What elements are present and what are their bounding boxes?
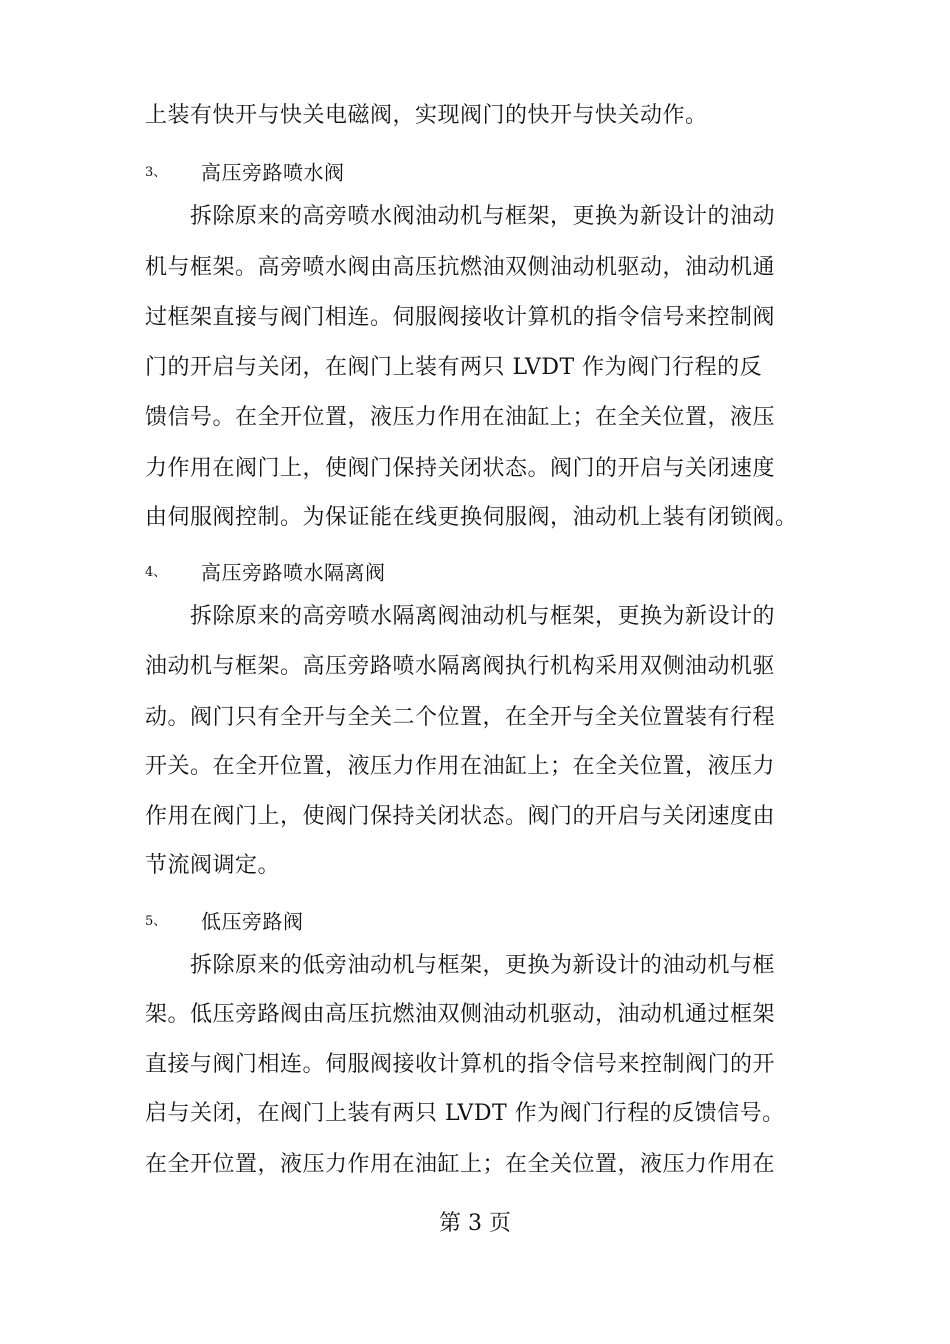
paragraph-line: 油动机与框架。高压旁路喷水隔离阀执行机构采用双侧油动机驱 bbox=[145, 654, 776, 679]
paragraph-line: 作用在阀门上，使阀门保持关闭状态。阀门的开启与关闭速度由 bbox=[145, 804, 776, 829]
paragraph-line: 在全开位置，液压力作用在油缸上；在全关位置，液压力作用在 bbox=[145, 1152, 776, 1177]
paragraph-line: 拆除原来的低旁油动机与框架，更换为新设计的油动机与框 bbox=[190, 953, 776, 978]
paragraph-line: 节流阀调定。 bbox=[145, 853, 281, 878]
paragraph-line: 过框架直接与阀门相连。伺服阀接收计算机的指令信号来控制阀 bbox=[145, 305, 776, 330]
paragraph-line: 上装有快开与快关电磁阀，实现阀门的快开与快关动作。 bbox=[145, 103, 708, 128]
section-heading bbox=[145, 157, 345, 187]
section-title: 低压旁路阀 bbox=[201, 909, 304, 934]
paragraph-line: 拆除原来的高旁喷水隔离阀油动机与框架，更换为新设计的 bbox=[190, 604, 776, 629]
paragraph-line: 馈信号。在全开位置，液压力作用在油缸上；在全关位置，液压 bbox=[145, 405, 776, 430]
paragraph-line: 动。阀门只有全开与全关二个位置，在全开与全关位置装有行程 bbox=[145, 705, 776, 730]
paragraph-line: 力作用在阀门上，使阀门保持关闭状态。阀门的开启与关闭速度 bbox=[145, 456, 776, 481]
section-heading bbox=[145, 906, 304, 936]
paragraph-line: 拆除原来的高旁喷水阀油动机与框架，更换为新设计的油动 bbox=[190, 204, 776, 229]
page-number: 第 3 页 bbox=[439, 1211, 511, 1236]
section-title: 高压旁路喷水阀 bbox=[201, 160, 345, 185]
section-title: 高压旁路喷水隔离阀 bbox=[201, 560, 386, 585]
paragraph-line: 架。低压旁路阀由高压抗燃油双侧油动机驱动，油动机通过框架 bbox=[145, 1002, 776, 1027]
section-heading bbox=[145, 557, 386, 587]
paragraph-line: 机与框架。高旁喷水阀由高压抗燃油双侧油动机驱动，油动机通 bbox=[145, 255, 776, 280]
section-number: 4、 bbox=[145, 564, 167, 580]
paragraph-line: 由伺服阀控制。为保证能在线更换伺服阀，油动机上装有闭锁阀。 bbox=[145, 505, 798, 530]
paragraph-line: 直接与阀门相连。伺服阀接收计算机的指令信号来控制阀门的开 bbox=[145, 1052, 776, 1077]
paragraph-line: 开关。在全开位置，液压力作用在油缸上；在全关位置，液压力 bbox=[145, 754, 776, 779]
section-number: 5、 bbox=[145, 913, 167, 929]
paragraph-line: 启与关闭，在阀门上装有两只 LVDT 作为阀门行程的反馈信号。 bbox=[145, 1101, 785, 1126]
paragraph-line: 门的开启与关闭，在阀门上装有两只 LVDT 作为阀门行程的反 bbox=[145, 355, 763, 380]
section-number: 3、 bbox=[145, 164, 167, 180]
